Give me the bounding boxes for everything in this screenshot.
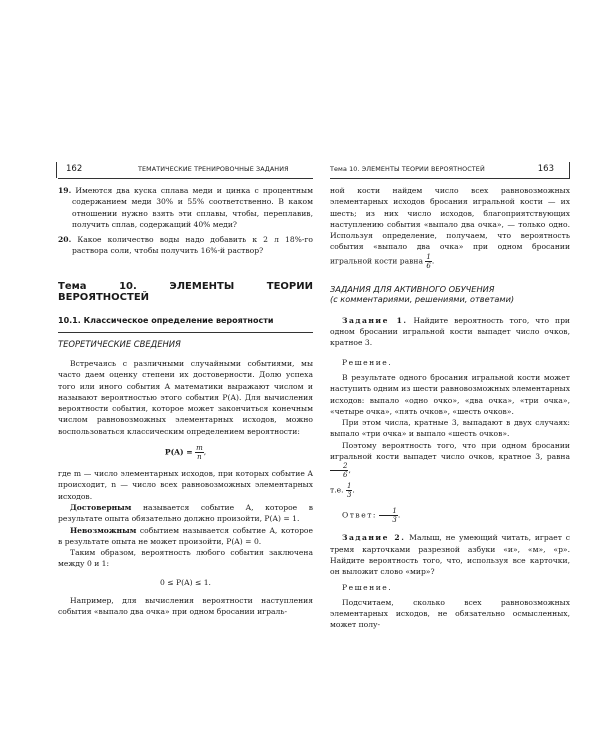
term: Достоверным (70, 502, 132, 512)
running-head-title: Тема 10. ЭЛЕМЕНТЫ ТЕОРИИ ВЕРОЯТНОСТЕЙ (330, 165, 485, 173)
left-page (58, 160, 313, 618)
paragraph: В результате одного бросания игральной кости может наступить одним из шести равновозможных элементарных исходов: выпало «одно очко», «два очка», «три очка», «четыре очка», «пять очков», «шесть очков». (330, 372, 570, 416)
task-label: Задание 2. (342, 533, 406, 543)
fraction: $\frac{2}{6}$ (330, 462, 348, 479)
topic-title: Тема 10. ЭЛЕМЕНТЫ ТЕОРИИ ВЕРОЯТНОСТЕЙ (58, 280, 313, 304)
answer-label: Ответ: (342, 510, 377, 520)
problem-text: Имеются два куска сплава меди и цинка с процентным содержанием меди 30% и 55% соответственно. В каком отношении нужно взять эти сплавы, чтобы, переплавив, получить сплав, содержащий 40% меди? (72, 186, 313, 229)
term: Невозможным (70, 525, 137, 535)
paragraph: Встречаясь с различными случайными событиями, мы часто даем оценку степени их достоверности. Долю успеха того или иного события A математики выражают числом и называют вероятностью этого события P(A). Для вычисления вероятности события, которое может закончиться конечным числом равновозможных элементарных исходов, можно воспользоваться классическим определением вероятности: (58, 358, 313, 436)
paragraph: Таким образом, вероятность любого события заключена между 0 и 1: (58, 548, 313, 569)
task-1: Задание 1. Найдите вероятность того, что при одном бросании игральной кости выпадет число очков, кратное 3. (330, 315, 570, 348)
bounds-formula: 0 ≤ P(A) ≤ 1. (160, 577, 211, 587)
fraction: $\frac{1}{6}$ (426, 252, 431, 270)
running-head-title: ТЕМАТИЧЕСКИЕ ТРЕНИРОВОЧНЫЕ ЗАДАНИЯ (138, 165, 289, 173)
solution-label: Решение. (342, 582, 393, 592)
formula-left: P(A) = (164, 447, 193, 457)
paragraph: Например, для вычисления вероятности наступления события «выпало два очка» при одном бросании играль- (58, 596, 313, 617)
fraction: $\frac{1}{3}$ (379, 507, 397, 524)
left-running-head (58, 160, 313, 179)
problem-20 (58, 234, 313, 257)
answer: Ответ: $\frac{1}{3}$ . (342, 507, 401, 525)
right-running-head (330, 160, 570, 179)
paragraph: Невозможным событием называется событие A, которое в результате опыта не может произойти, P(A) = 0. (58, 525, 313, 546)
fraction: $\frac{1}{3}$ (346, 482, 352, 500)
task-label: Задание 1. (342, 315, 408, 325)
fraction: $\frac{m}{n}$ (196, 444, 203, 462)
problem-number: 20. (58, 235, 72, 245)
paragraph: т.е. $\frac{1}{3}$ . (330, 482, 355, 500)
paragraph: Достоверным называется событие A, которое в результате опыта обязательно должно произойти, P(A) = 1. (58, 502, 313, 524)
problem-number: 19. (58, 186, 72, 195)
paragraph: где m — число элементарных исходов, при которых событие A происходит, n — число всех равновозможных элементарных исходов. (58, 469, 313, 501)
tasks-heading: ЗАДАНИЯ ДЛЯ АКТИВНОГО ОБУЧЕНИЯ (с комментариями, решениями, ответами) (330, 283, 515, 305)
task-2: Задание 2. Малыш, не умеющий читать, играет с тремя карточками разрезной азбуки «и», «м», «р». Найдите вероятность того, что, используя все карточки, он выложит слово «мир»? (330, 533, 570, 577)
page-number: 162 (66, 164, 83, 174)
problem-text: Какое количество воды надо добавить к 2 л 18%-го раствора соли, чтобы получить 16%-й раствор? (72, 235, 313, 256)
paragraph: Поэтому вероятность того, что при одном бросании игральной кости выпадет число очков, кратное 3, равна $\frac{2}{6}$ , (330, 440, 570, 480)
probability-formula: P(A) = $\frac{m}{n}$ , (164, 444, 207, 462)
paragraph: При этом числа, кратные 3, выпадают в двух случаях: выпало «три очка» и выпало «шесть очков». (330, 418, 570, 439)
paragraph: ной кости найдем число всех равновозможных элементарных исходов бросания игральной кости — их шесть; из них число исходов, благоприятствующих наступлению события «выпало два очка», — только одно. Используя определение, получаем, что вероятность события «выпало два очка» при одном бросании игральной кости равна $\frac{1}{6}$ . (330, 186, 570, 270)
subsection-title: 10.1. Классическое определение вероятности (58, 316, 274, 326)
problem-19 (58, 185, 313, 230)
solution-label: Решение. (342, 357, 393, 367)
divider (58, 332, 313, 333)
margin-bar (56, 162, 57, 178)
paragraph: Подсчитаем, сколько всех равновозможных элементарных исходов, не обязательно осмысленных, может полу- (330, 597, 570, 630)
margin-bar (569, 162, 570, 178)
theory-heading: ТЕОРЕТИЧЕСКИЕ СВЕДЕНИЯ (58, 338, 181, 349)
page-number: 163 (537, 164, 554, 174)
right-page (330, 160, 570, 631)
